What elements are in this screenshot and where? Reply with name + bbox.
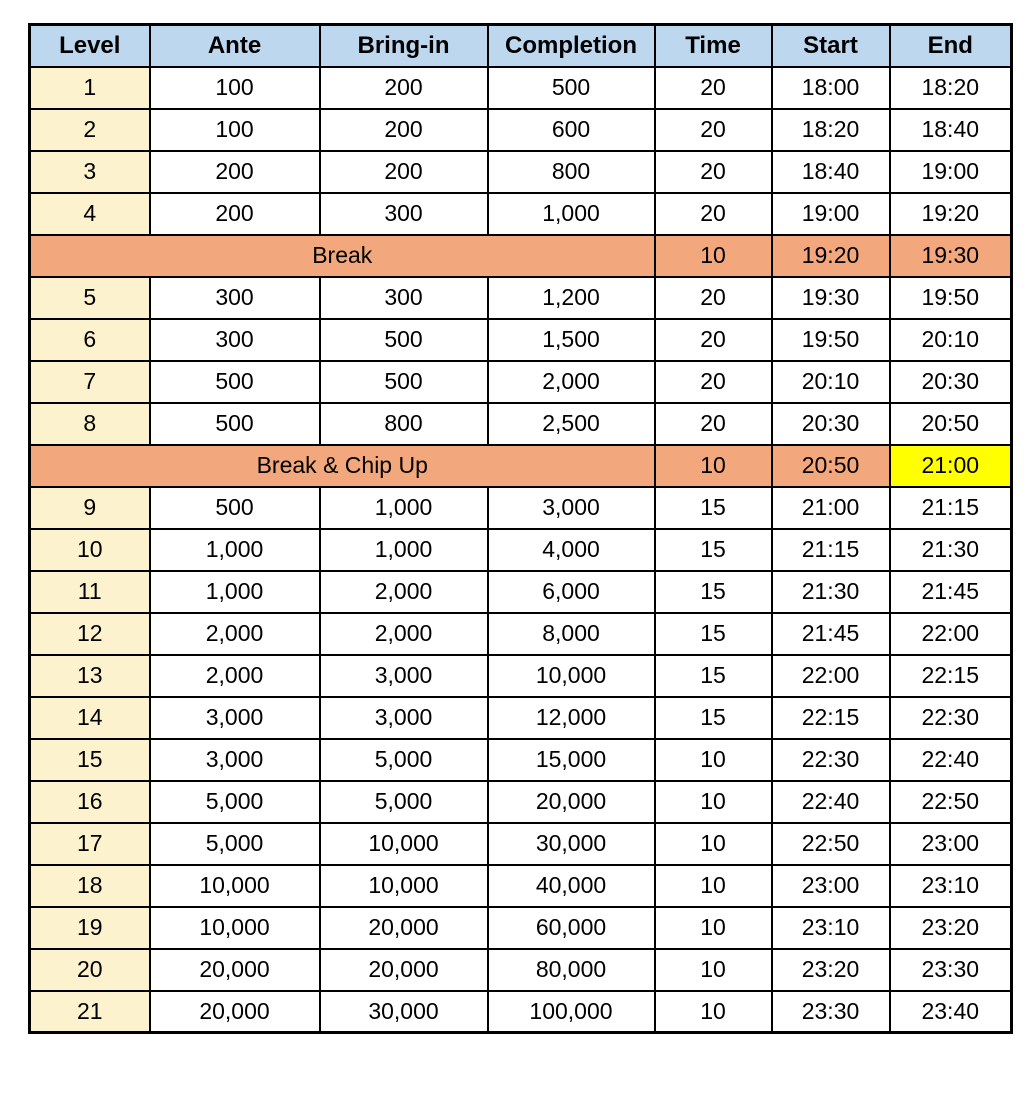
cell-time: 15: [655, 697, 772, 739]
cell-bring-in: 10,000: [320, 823, 488, 865]
cell-time: 10: [655, 991, 772, 1033]
cell-time: 20: [655, 151, 772, 193]
cell-time: 10: [655, 445, 772, 487]
cell-time: 15: [655, 655, 772, 697]
cell-start: 18:40: [772, 151, 890, 193]
cell-time: 15: [655, 529, 772, 571]
level-row: [30, 67, 1012, 109]
cell-end: 21:45: [890, 571, 1012, 613]
cell-level: 7: [30, 361, 150, 403]
cell-time: 15: [655, 487, 772, 529]
cell-ante: 100: [150, 109, 320, 151]
cell-completion: 20,000: [488, 781, 655, 823]
cell-end: 18:40: [890, 109, 1012, 151]
cell-completion: 1,200: [488, 277, 655, 319]
cell-completion: 1,500: [488, 319, 655, 361]
level-row: [30, 949, 1012, 991]
break-row: [30, 235, 1012, 277]
level-row: [30, 109, 1012, 151]
cell-start: 21:30: [772, 571, 890, 613]
cell-level: 13: [30, 655, 150, 697]
tournament-structure-table: [28, 23, 1013, 1034]
cell-ante: 2,000: [150, 613, 320, 655]
cell-start: 23:00: [772, 865, 890, 907]
level-row: [30, 823, 1012, 865]
cell-end: 22:30: [890, 697, 1012, 739]
cell-end: 21:00: [890, 445, 1012, 487]
cell-bring-in: 500: [320, 361, 488, 403]
cell-ante: 500: [150, 361, 320, 403]
cell-time: 10: [655, 823, 772, 865]
cell-bring-in: 2,000: [320, 571, 488, 613]
cell-level: 12: [30, 613, 150, 655]
cell-bring-in: 2,000: [320, 613, 488, 655]
cell-start: 19:30: [772, 277, 890, 319]
cell-completion: 800: [488, 151, 655, 193]
cell-end: 19:20: [890, 193, 1012, 235]
cell-start: 19:00: [772, 193, 890, 235]
cell-bring-in: 5,000: [320, 739, 488, 781]
level-row: [30, 697, 1012, 739]
column-header-level: Level: [30, 25, 150, 67]
cell-time: 15: [655, 613, 772, 655]
cell-ante: 2,000: [150, 655, 320, 697]
cell-time: 20: [655, 361, 772, 403]
cell-ante: 5,000: [150, 823, 320, 865]
cell-bring-in: 1,000: [320, 529, 488, 571]
cell-ante: 10,000: [150, 907, 320, 949]
cell-time: 10: [655, 949, 772, 991]
cell-time: 20: [655, 277, 772, 319]
level-row: [30, 487, 1012, 529]
break-row: [30, 445, 1012, 487]
cell-time: 10: [655, 781, 772, 823]
cell-ante: 1,000: [150, 571, 320, 613]
cell-time: 20: [655, 319, 772, 361]
cell-start: 20:50: [772, 445, 890, 487]
cell-ante: 300: [150, 319, 320, 361]
cell-ante: 20,000: [150, 949, 320, 991]
cell-completion: 2,500: [488, 403, 655, 445]
cell-level: 16: [30, 781, 150, 823]
cell-completion: 80,000: [488, 949, 655, 991]
level-row: [30, 571, 1012, 613]
cell-completion: 12,000: [488, 697, 655, 739]
cell-end: 22:40: [890, 739, 1012, 781]
cell-bring-in: 20,000: [320, 949, 488, 991]
cell-completion: 4,000: [488, 529, 655, 571]
cell-bring-in: 500: [320, 319, 488, 361]
cell-end: 21:30: [890, 529, 1012, 571]
cell-start: 21:00: [772, 487, 890, 529]
level-row: [30, 739, 1012, 781]
cell-ante: 5,000: [150, 781, 320, 823]
cell-level: 20: [30, 949, 150, 991]
cell-bring-in: 3,000: [320, 655, 488, 697]
cell-time: 10: [655, 235, 772, 277]
cell-ante: 300: [150, 277, 320, 319]
cell-completion: 1,000: [488, 193, 655, 235]
cell-level: 3: [30, 151, 150, 193]
cell-start: 22:15: [772, 697, 890, 739]
cell-end: 22:15: [890, 655, 1012, 697]
cell-completion: 2,000: [488, 361, 655, 403]
cell-level: 10: [30, 529, 150, 571]
level-row: [30, 781, 1012, 823]
level-row: [30, 613, 1012, 655]
cell-start: 21:15: [772, 529, 890, 571]
cell-level: 17: [30, 823, 150, 865]
cell-completion: 60,000: [488, 907, 655, 949]
cell-time: 10: [655, 865, 772, 907]
cell-start: 19:50: [772, 319, 890, 361]
cell-bring-in: 200: [320, 151, 488, 193]
cell-start: 23:20: [772, 949, 890, 991]
cell-completion: 500: [488, 67, 655, 109]
cell-level: 14: [30, 697, 150, 739]
cell-time: 10: [655, 739, 772, 781]
cell-completion: 30,000: [488, 823, 655, 865]
cell-time: 20: [655, 67, 772, 109]
cell-start: 18:00: [772, 67, 890, 109]
cell-completion: 3,000: [488, 487, 655, 529]
cell-level: 4: [30, 193, 150, 235]
cell-bring-in: 300: [320, 277, 488, 319]
cell-bring-in: 800: [320, 403, 488, 445]
cell-start: 18:20: [772, 109, 890, 151]
cell-level: 6: [30, 319, 150, 361]
cell-start: 20:10: [772, 361, 890, 403]
cell-bring-in: 20,000: [320, 907, 488, 949]
cell-completion: 6,000: [488, 571, 655, 613]
cell-end: 23:10: [890, 865, 1012, 907]
cell-completion: 15,000: [488, 739, 655, 781]
cell-time: 15: [655, 571, 772, 613]
cell-level: 19: [30, 907, 150, 949]
cell-bring-in: 10,000: [320, 865, 488, 907]
cell-end: 19:00: [890, 151, 1012, 193]
cell-time: 20: [655, 109, 772, 151]
column-header-ante: Ante: [150, 25, 320, 67]
cell-end: 19:30: [890, 235, 1012, 277]
cell-ante: 1,000: [150, 529, 320, 571]
level-row: [30, 361, 1012, 403]
cell-start: 19:20: [772, 235, 890, 277]
cell-completion: 40,000: [488, 865, 655, 907]
cell-ante: 20,000: [150, 991, 320, 1033]
cell-ante: 500: [150, 403, 320, 445]
cell-end: 20:50: [890, 403, 1012, 445]
cell-start: 20:30: [772, 403, 890, 445]
cell-level: 21: [30, 991, 150, 1033]
cell-completion: 600: [488, 109, 655, 151]
cell-ante: 3,000: [150, 697, 320, 739]
cell-bring-in: 200: [320, 67, 488, 109]
cell-level: 5: [30, 277, 150, 319]
cell-ante: 10,000: [150, 865, 320, 907]
cell-bring-in: 5,000: [320, 781, 488, 823]
cell-end: 20:10: [890, 319, 1012, 361]
cell-end: 23:30: [890, 949, 1012, 991]
cell-completion: 10,000: [488, 655, 655, 697]
cell-level: 9: [30, 487, 150, 529]
cell-bring-in: 30,000: [320, 991, 488, 1033]
cell-end: 23:20: [890, 907, 1012, 949]
cell-completion: 100,000: [488, 991, 655, 1033]
cell-start: 22:00: [772, 655, 890, 697]
break-label-cell: Break: [30, 235, 655, 277]
cell-level: 1: [30, 67, 150, 109]
cell-start: 22:40: [772, 781, 890, 823]
level-row: [30, 403, 1012, 445]
cell-level: 15: [30, 739, 150, 781]
cell-ante: 100: [150, 67, 320, 109]
table-body: [30, 67, 1012, 1033]
cell-end: 23:00: [890, 823, 1012, 865]
break-label-cell: Break & Chip Up: [30, 445, 655, 487]
cell-ante: 200: [150, 193, 320, 235]
level-row: [30, 319, 1012, 361]
cell-time: 10: [655, 907, 772, 949]
cell-end: 23:40: [890, 991, 1012, 1033]
cell-end: 19:50: [890, 277, 1012, 319]
cell-start: 23:30: [772, 991, 890, 1033]
cell-level: 11: [30, 571, 150, 613]
column-header-completion: Completion: [488, 25, 655, 67]
level-row: [30, 655, 1012, 697]
cell-level: 18: [30, 865, 150, 907]
cell-bring-in: 3,000: [320, 697, 488, 739]
cell-time: 20: [655, 403, 772, 445]
column-header-start: Start: [772, 25, 890, 67]
cell-end: 20:30: [890, 361, 1012, 403]
column-header-time: Time: [655, 25, 772, 67]
cell-level: 2: [30, 109, 150, 151]
column-header-end: End: [890, 25, 1012, 67]
level-row: [30, 277, 1012, 319]
level-row: [30, 529, 1012, 571]
cell-bring-in: 1,000: [320, 487, 488, 529]
cell-end: 22:50: [890, 781, 1012, 823]
cell-time: 20: [655, 193, 772, 235]
cell-ante: 200: [150, 151, 320, 193]
cell-ante: 3,000: [150, 739, 320, 781]
cell-completion: 8,000: [488, 613, 655, 655]
cell-bring-in: 300: [320, 193, 488, 235]
table-header-row: [30, 25, 1012, 67]
cell-ante: 500: [150, 487, 320, 529]
cell-end: 21:15: [890, 487, 1012, 529]
cell-end: 22:00: [890, 613, 1012, 655]
cell-start: 23:10: [772, 907, 890, 949]
cell-end: 18:20: [890, 67, 1012, 109]
level-row: [30, 193, 1012, 235]
cell-bring-in: 200: [320, 109, 488, 151]
level-row: [30, 865, 1012, 907]
cell-start: 21:45: [772, 613, 890, 655]
level-row: [30, 907, 1012, 949]
cell-start: 22:30: [772, 739, 890, 781]
cell-level: 8: [30, 403, 150, 445]
cell-start: 22:50: [772, 823, 890, 865]
level-row: [30, 991, 1012, 1033]
level-row: [30, 151, 1012, 193]
column-header-bring-in: Bring-in: [320, 25, 488, 67]
